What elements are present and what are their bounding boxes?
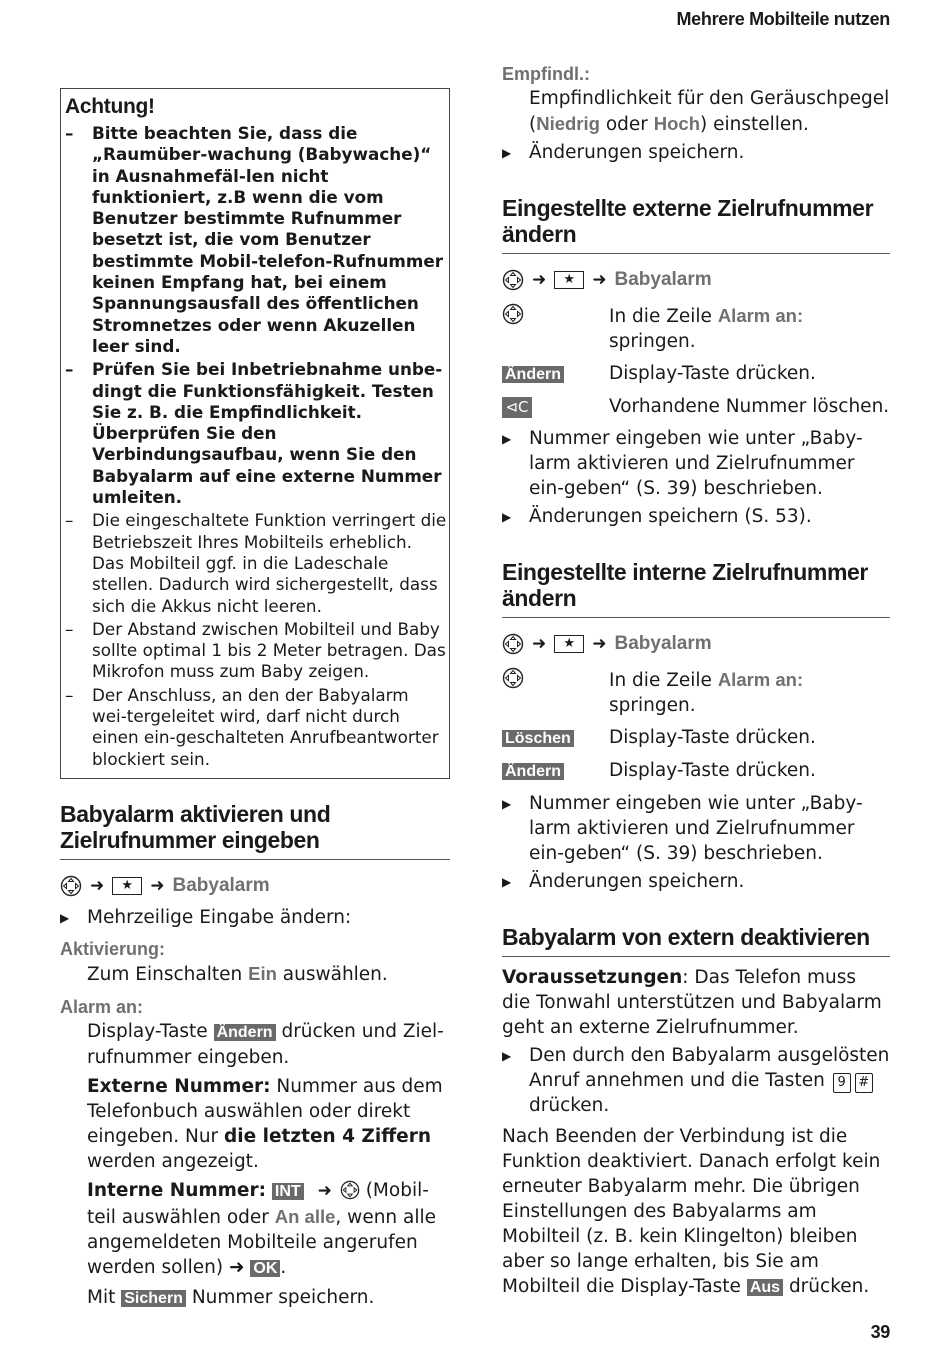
arrow-icon: ➜	[228, 1256, 245, 1278]
key-9-icon: 9	[833, 1073, 851, 1093]
page-number: 39	[870, 1322, 890, 1342]
menu-babyalarm: Babyalarm	[614, 269, 712, 290]
bullet-item: ▶ Den durch den Babyalarm ausgelösten Anruf annehmen und die Tasten 9 # drücken.	[502, 1045, 890, 1116]
star-key-icon: ★	[112, 877, 142, 895]
arrow-icon: ➜	[592, 634, 607, 654]
star-key-icon: ★	[554, 271, 584, 289]
step-row: ⊲C Vorhandene Nummer löschen.	[502, 394, 890, 419]
menu-babyalarm: Babyalarm	[614, 633, 712, 654]
alarm-an-text: Display-Taste Ändern drücken und Ziel-rufnummer eingeben.	[87, 1020, 444, 1068]
nav-key-icon	[340, 1180, 360, 1200]
menu-babyalarm: Babyalarm	[172, 874, 270, 896]
menu-path	[60, 870, 450, 902]
mit-sichern-text: Mit Sichern Nummer speichern.	[87, 1286, 375, 1308]
deactivate-paragraph: Nach Beenden der Verbindung ist die Funktion deaktiviert. Danach erfolgt kein erneuter Babyalarm mehr. Die übrigen Einstellungen des Babyalarms am Mobilteil (z. B. kein Klingelton) bleiben aber so lange erhalten, bis Sie am Mobilteil die Display-Taste Aus drücken.	[502, 1126, 881, 1297]
intern-text: Interne Nummer: INT ➜ (Mobil-teil auswählen oder An alle, wenn alle angemeldeten Mobilteile angerufen werden sollen) ➜ OK .	[87, 1179, 437, 1278]
step-row: Löschen Display-Taste drücken.	[502, 725, 890, 751]
bullet-item: ▶ Nummer eingeben wie unter „Baby-larm aktivieren und Zielrufnummer ein-geben“ (S. 39) beschrieben.	[502, 428, 863, 499]
extern-text: Externe Nummer: Nummer aus dem Telefonbuch auswählen oder direkt eingeben. Nur die letzten 4 Ziffern werden angezeigt.	[87, 1075, 443, 1172]
nav-key-icon	[502, 269, 524, 291]
step-row: Ändern Display-Taste drücken.	[502, 758, 890, 784]
arrow-icon: ➜	[592, 270, 607, 290]
label-alarm-an: Alarm an:	[60, 996, 144, 1017]
label-empfindl: Empfindl.:	[502, 64, 590, 84]
bullet-item: ▶ Änderungen speichern (S. 53).	[502, 506, 812, 527]
softkey-aendern: Ändern	[502, 366, 564, 383]
warning-box	[60, 88, 450, 779]
arrow-icon: ➜	[150, 875, 165, 896]
section-title-deactivate: Babyalarm von extern deaktivieren	[502, 924, 890, 957]
bullet-item: ▶ Nummer eingeben wie unter „Baby-larm aktivieren und Zielrufnummer ein-geben“ (S. 39) beschrieben.	[502, 793, 863, 864]
section-title-int-change: Eingestellte interne Zielrufnummer ändern	[502, 559, 890, 618]
nav-key-icon	[502, 303, 524, 325]
softkey-loeschen: Löschen	[502, 730, 574, 747]
warning-item: – Der Anschluss, an den der Babyalarm wei-tergeleitet wird, darf nicht durch einen ein-geschalteten Anrufbeantworter blockiert sein.	[65, 684, 439, 769]
right-column	[502, 62, 890, 1300]
empfindl-text: Empfindlichkeit für den Geräuschpegel (Niedrig oder Hoch) einstellen.	[529, 88, 890, 135]
bullet-item: ▶ Änderungen speichern.	[502, 142, 745, 163]
section-title-activate: Babyalarm aktivieren und Zielrufnummer eingeben	[60, 801, 450, 860]
step-row: In die Zeile Alarm an: springen.	[502, 667, 890, 718]
section-title-ext-change: Eingestellte externe Zielrufnummer ändern	[502, 195, 890, 254]
aktivierung-text: Zum Einschalten Ein auswählen.	[87, 962, 388, 985]
warning-item: – Prüfen Sie bei Inbetriebnahme unbe-dingt die Funktionsfähigkeit. Testen Sie z. B. die Empfindlichkeit. Überprüfen Sie den Verbindungsaufbau, wenn Sie den Babyalarm auf eine externe Nummer umleiten.	[65, 359, 443, 508]
nav-key-icon	[502, 633, 524, 655]
softkey-aendern: Ändern	[214, 1024, 276, 1041]
arrow-icon: ➜	[532, 270, 547, 290]
prereq-text: Voraussetzungen: Das Telefon muss die Tonwahl unterstützen und Babyalarm geht an externe Zielrufnummer.	[502, 967, 882, 1038]
step-row: In die Zeile Alarm an: springen.	[502, 303, 890, 354]
softkey-int: INT	[272, 1183, 304, 1200]
running-head: Mehrere Mobilteile nutzen	[676, 9, 890, 29]
warning-item: – Der Abstand zwischen Mobilteil und Baby sollte optimal 1 bis 2 Meter betragen. Das Mikrofon muss zum Baby zeigen.	[65, 618, 446, 682]
warning-item: – Bitte beachten Sie, dass die „Raumüber-wachung (Babywache)“ in Ausnahmefäl-len nicht funktioniert, z.B wenn die vom Benutzer bestimmte Rufnummer besetzt ist, die vom Benutzer bestimmte Mobil-telefon-Rufnummer keinen Empfang hat, bei einem Spannungsausfall des öffentlichen Stromnetzes oder wenn Akuzellen leer sind.	[65, 123, 444, 356]
arrow-icon: ➜	[317, 1180, 332, 1201]
arrow-icon: ➜	[532, 634, 547, 654]
warning-item: – Die eingeschaltete Funktion verringert die Betriebszeit Ihres Mobilteils erheblich. Das Mobilteil ggf. in die Ladeschale stellen. Dadurch wird sichergestellt, dass sich die Akkus nicht leeren.	[65, 510, 447, 616]
bullet-item: ▶ Änderungen speichern.	[502, 871, 745, 892]
nav-key-icon	[502, 667, 524, 689]
arrow-icon: ➜	[90, 875, 105, 896]
left-column	[60, 88, 450, 1311]
softkey-ok: OK	[250, 1260, 280, 1277]
menu-path	[502, 264, 890, 296]
softkey-aendern: Ändern	[502, 763, 564, 780]
star-key-icon: ★	[554, 635, 584, 653]
key-hash-icon: #	[855, 1073, 873, 1093]
clear-key-icon: ⊲C	[502, 397, 532, 418]
softkey-sichern: Sichern	[121, 1290, 186, 1307]
warning-title: Achtung!	[65, 95, 155, 118]
menu-path	[502, 628, 890, 660]
label-aktivierung: Aktivierung:	[60, 938, 166, 959]
step-row: Ändern Display-Taste drücken.	[502, 361, 890, 387]
bullet-item: ▶ Mehrzeilige Eingabe ändern:	[60, 906, 352, 928]
nav-key-icon	[60, 875, 82, 897]
softkey-aus: Aus	[747, 1279, 783, 1296]
